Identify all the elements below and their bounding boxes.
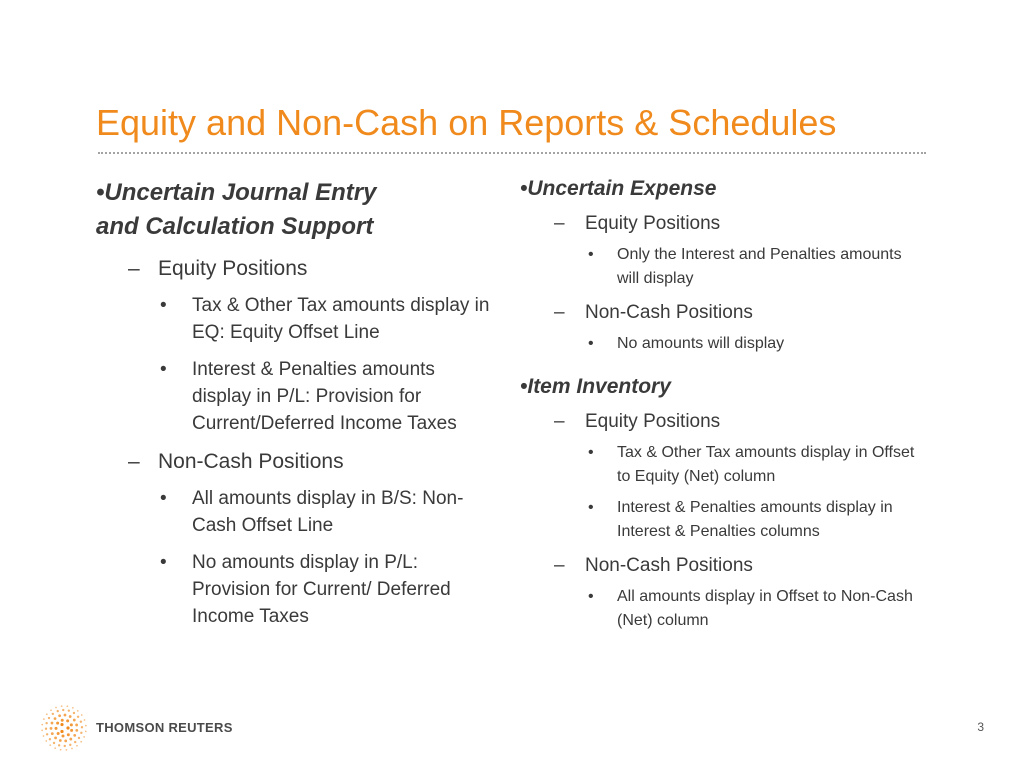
expense-noncash-heading bbox=[520, 301, 920, 325]
expense-noncash-heading-text: Non-Cash Positions bbox=[585, 302, 753, 323]
bullet-symbol: • bbox=[520, 375, 528, 398]
expense-heading-text: Uncertain Expense bbox=[527, 177, 717, 200]
inventory-noncash-heading-text: Non-Cash Positions bbox=[585, 555, 753, 576]
expense-equity-bullet-1: Only the Interest and Penalties amounts will display bbox=[617, 246, 902, 287]
left-equity-heading bbox=[96, 256, 496, 282]
inventory-noncash-bullet-1: All amounts display in Offset to Non-Cash (Net) column bbox=[617, 588, 913, 629]
left-column bbox=[96, 176, 496, 630]
bullet-symbol: • bbox=[588, 588, 594, 605]
left-equity-bullet-1: Tax & Other Tax amounts display in EQ: Equity Offset Line bbox=[192, 295, 490, 343]
left-heading-line2: and Calculation Support bbox=[96, 213, 374, 240]
bullet-symbol: • bbox=[160, 295, 167, 316]
list-item bbox=[520, 332, 920, 356]
thomson-reuters-logo-icon bbox=[40, 704, 88, 752]
dash-symbol: – bbox=[128, 257, 140, 280]
expense-heading bbox=[520, 176, 920, 202]
brand-name: THOMSON REUTERS bbox=[96, 720, 233, 735]
dash-symbol: – bbox=[128, 450, 140, 473]
left-noncash-bullet-2: No amounts display in P/L: Provision for Current/ Deferred Income Taxes bbox=[192, 552, 451, 627]
expense-equity-heading-text: Equity Positions bbox=[585, 213, 721, 234]
bullet-symbol: • bbox=[588, 444, 594, 461]
list-item bbox=[520, 496, 920, 544]
list-item bbox=[96, 485, 496, 539]
inventory-equity-bullet-1: Tax & Other Tax amounts display in Offset to Equity (Net) column bbox=[617, 444, 915, 485]
bullet-symbol: • bbox=[520, 177, 528, 200]
bullet-symbol: • bbox=[160, 359, 167, 380]
list-item bbox=[96, 356, 496, 437]
left-noncash-bullet-1: All amounts display in B/S: Non-Cash Offset Line bbox=[192, 488, 464, 536]
expense-equity-heading bbox=[520, 212, 920, 236]
inventory-heading-text: Item Inventory bbox=[527, 375, 671, 398]
bullet-symbol: • bbox=[96, 179, 105, 206]
page-number: 3 bbox=[977, 720, 984, 734]
dash-symbol: – bbox=[554, 411, 565, 432]
left-heading-line1: Uncertain Journal Entry bbox=[104, 179, 377, 206]
left-heading bbox=[96, 176, 496, 244]
slide-title: Equity and Non-Cash on Reports & Schedules bbox=[96, 102, 837, 143]
bullet-symbol: • bbox=[160, 552, 167, 573]
bullet-symbol: • bbox=[588, 246, 594, 263]
inventory-noncash-heading bbox=[520, 554, 920, 578]
list-item bbox=[520, 243, 920, 291]
title-divider bbox=[98, 152, 926, 154]
list-item bbox=[520, 441, 920, 489]
bullet-symbol: • bbox=[588, 335, 594, 352]
left-noncash-heading bbox=[96, 449, 496, 475]
bullet-symbol: • bbox=[588, 499, 594, 516]
left-noncash-heading-text: Non-Cash Positions bbox=[158, 450, 344, 473]
dash-symbol: – bbox=[554, 555, 565, 576]
dash-symbol: – bbox=[554, 213, 565, 234]
bullet-symbol: • bbox=[160, 488, 167, 509]
list-item bbox=[520, 585, 920, 633]
right-column bbox=[520, 176, 920, 633]
left-equity-heading-text: Equity Positions bbox=[158, 257, 308, 280]
inventory-heading bbox=[520, 374, 920, 400]
dash-symbol: – bbox=[554, 302, 565, 323]
list-item bbox=[96, 549, 496, 630]
expense-noncash-bullet-1: No amounts will display bbox=[617, 335, 785, 352]
inventory-equity-heading bbox=[520, 410, 920, 434]
list-item bbox=[96, 292, 496, 346]
left-equity-bullet-2: Interest & Penalties amounts display in P/L: Provision for Current/Deferred Income Taxes bbox=[192, 359, 457, 434]
inventory-equity-bullet-2: Interest & Penalties amounts display in Interest & Penalties columns bbox=[617, 499, 893, 540]
inventory-equity-heading-text: Equity Positions bbox=[585, 411, 721, 432]
